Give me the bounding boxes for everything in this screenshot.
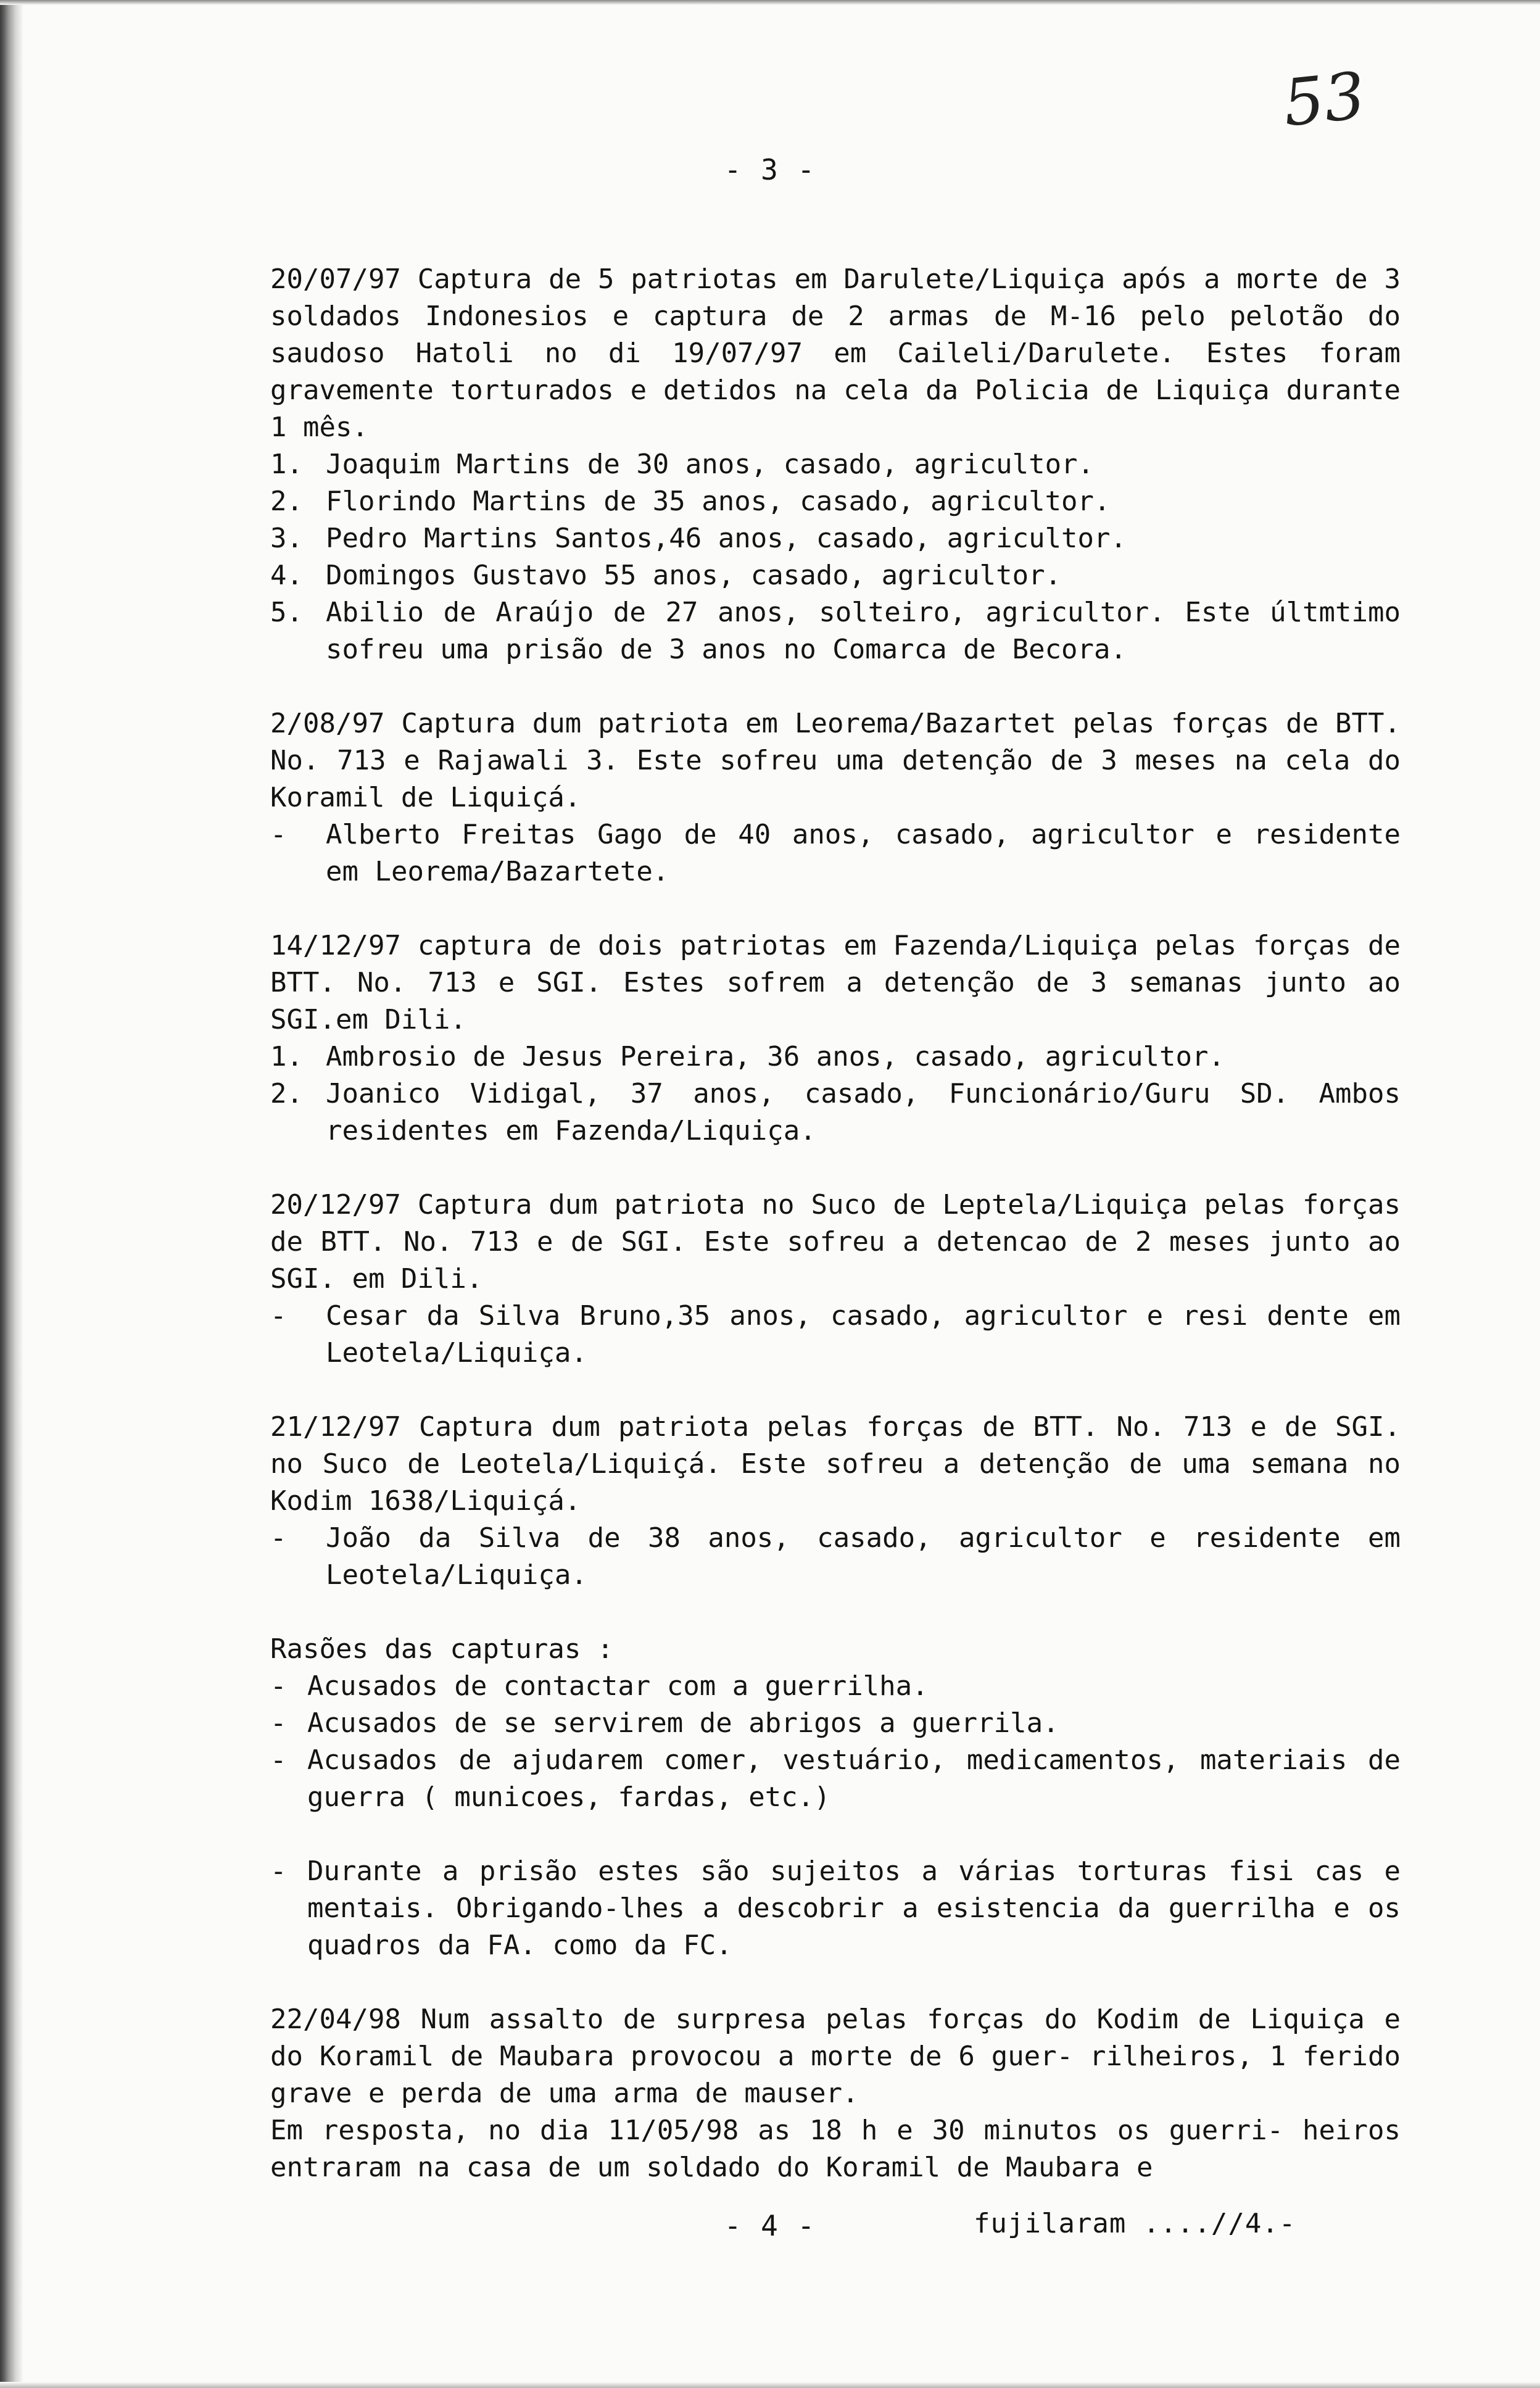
paragraph-gap [270, 1964, 1401, 2001]
paragraph-capture-darulete [270, 261, 1401, 668]
list-marker: - [270, 819, 287, 850]
list-item-text: Durante a prisão estes são sujeitos a várias torturas fisi cas e mentais. Obrigando-lhes a descobrir a esistencia da guerrilha e os quadros da FA. como da FC. [307, 1855, 1401, 1961]
list-item-text: Pedro Martins Santos,46 anos, casado, agricultor. [326, 523, 1127, 554]
paragraph-gap [270, 1150, 1401, 1187]
list-marker: - [270, 1855, 287, 1887]
document-body [270, 261, 1401, 2186]
list-marker: 4. [270, 560, 303, 591]
list-marker: 5. [270, 597, 303, 628]
list-item [270, 557, 1401, 594]
list-item-text: Domingos Gustavo 55 anos, casado, agricultor. [326, 560, 1062, 591]
continuation-reference: fujilaram ....//4.- [974, 2208, 1296, 2239]
paragraph-torture [270, 1853, 1401, 1964]
paragraph-text: 14/12/97 captura de dois patriotas em Fazenda/Liquiça pelas forças de BTT. No. 713 e SGI. Estes sofrem a detenção de 3 semanas junto ao SGI.em Dili. [270, 930, 1401, 1035]
list-marker: 2. [270, 1078, 303, 1109]
paragraph-capture-leorema [270, 705, 1401, 890]
list-item-text: Ambrosio de Jesus Pereira, 36 anos, casado, agricultor. [326, 1041, 1225, 1072]
list-marker: 2. [270, 486, 303, 517]
list-item [270, 1076, 1401, 1150]
list-marker: - [270, 1707, 287, 1739]
list-marker: 3. [270, 523, 303, 554]
section-heading: Rasões das capturas : [270, 1633, 614, 1665]
list-item-text: Acusados de se servirem de abrigos a guerrila. [307, 1707, 1059, 1739]
paragraph-capture-reasons [270, 1631, 1401, 1816]
paragraph-gap [270, 668, 1401, 705]
paragraph-capture-fazenda [270, 927, 1401, 1150]
list-item [270, 1742, 1401, 1816]
list-item-text: Cesar da Silva Bruno,35 anos, casado, agricultor e resi dente em Leotela/Liquiça. [326, 1300, 1401, 1369]
list-item-text: Alberto Freitas Gago de 40 anos, casado, agricultor e residente em Leorema/Bazartete. [326, 819, 1401, 887]
page-number-bottom: - 4 - [724, 2209, 816, 2242]
list-marker: 1. [270, 1041, 303, 1072]
paragraph-text: Em resposta, no dia 11/05/98 as 18 h e 30 minutos os guerri- heiros entraram na casa de um soldado do Koramil de Maubara e [270, 2115, 1401, 2183]
list-item [270, 1298, 1401, 1372]
list-item-text: Acusados de contactar com a guerrilha. [307, 1670, 929, 1702]
list-item [270, 520, 1401, 557]
paragraph-capture-leotela [270, 1409, 1401, 1594]
paragraph-gap [270, 1594, 1401, 1631]
list-item [270, 816, 1401, 890]
paragraph-gap [270, 890, 1401, 927]
list-item [270, 483, 1401, 520]
paragraph-assault [270, 2001, 1401, 2186]
list-marker: - [270, 1300, 287, 1332]
paragraph-text: 22/04/98 Num assalto de surpresa pelas forças do Kodim de Liquiça e do Koramil de Maubara provocou a morte de 6 guer- rilheiros, 1 ferido grave e perda de uma arma de mauser. [270, 2004, 1401, 2109]
page-number-top: - 3 - [724, 153, 816, 186]
list-item-text: Acusados de ajudarem comer, vestuário, medicamentos, materiais de guerra ( municoes, fardas, etc.) [307, 1744, 1401, 1813]
handwritten-page-number: 53 [1279, 57, 1369, 141]
paragraph-gap [270, 1816, 1401, 1853]
list-item [270, 1039, 1401, 1076]
list-marker: - [270, 1744, 287, 1776]
list-item-text: Joanico Vidigal, 37 anos, casado, Funcionário/Guru SD. Ambos residentes em Fazenda/Liquiça. [326, 1078, 1401, 1146]
list-item [270, 1520, 1401, 1594]
list-item [270, 1853, 1401, 1964]
list-marker: - [270, 1670, 287, 1702]
paragraph-capture-leptela [270, 1187, 1401, 1372]
scan-bottom-edge [0, 2382, 1540, 2388]
list-item-text: João da Silva de 38 anos, casado, agricultor e residente em Leotela/Liquiça. [326, 1522, 1401, 1591]
paragraph-text: 2/08/97 Captura dum patriota em Leorema/Bazartet pelas forças de BTT. No. 713 e Rajawali 3. Este sofreu uma detenção de 3 meses na cela do Koramil de Liquiçá. [270, 708, 1401, 813]
scan-left-edge [0, 0, 23, 2388]
paragraph-gap [270, 1372, 1401, 1409]
list-item-text: Florindo Martins de 35 anos, casado, agricultor. [326, 486, 1111, 517]
list-marker: 1. [270, 449, 303, 480]
paragraph-text: 20/07/97 Captura de 5 patriotas em Darulete/Liquiça após a morte de 3 soldados Indonesios e captura de 2 armas de M-16 pelo pelotão do saudoso Hatoli no di 19/07/97 em Caileli/Darulete. Estes foram gravemente torturados e detidos na cela da Policia de Liquiça durante 1 mês. [270, 263, 1401, 443]
scan-top-edge [0, 0, 1540, 5]
list-item [270, 1668, 1401, 1705]
paragraph-text: 21/12/97 Captura dum patriota pelas forças de BTT. No. 713 e de SGI. no Suco de Leotela/Liquiçá. Este sofreu a detenção de uma semana no Kodim 1638/Liquiçá. [270, 1411, 1401, 1517]
list-item [270, 1705, 1401, 1742]
list-item [270, 446, 1401, 483]
list-marker: - [270, 1522, 287, 1554]
list-item-text: Abilio de Araújo de 27 anos, solteiro, agricultor. Este últmtimo sofreu uma prisão de 3 anos no Comarca de Becora. [326, 597, 1401, 665]
list-item-text: Joaquim Martins de 30 anos, casado, agricultor. [326, 449, 1095, 480]
list-item [270, 594, 1401, 668]
paragraph-text: 20/12/97 Captura dum patriota no Suco de Leptela/Liquiça pelas forças de BTT. No. 713 e de SGI. Este sofreu a detencao de 2 meses junto ao SGI. em Dili. [270, 1189, 1401, 1295]
